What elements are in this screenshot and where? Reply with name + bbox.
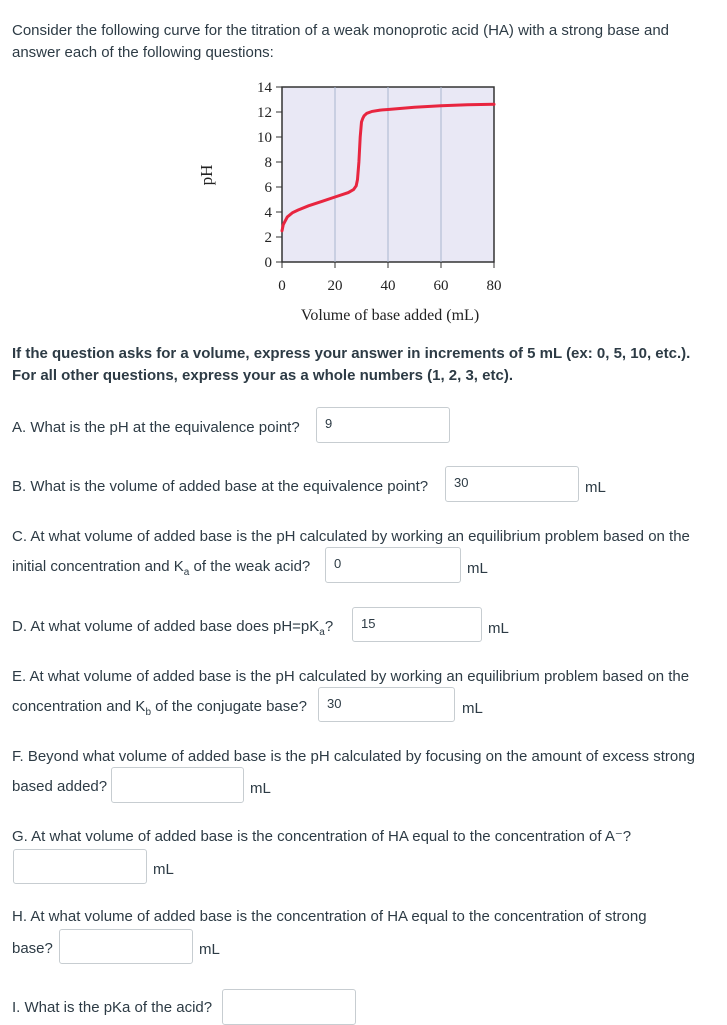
y-tick-label: 10 (257, 130, 272, 146)
answer-h-input[interactable] (59, 929, 193, 964)
question-f-line-1: F. Beyond what volume of added base is the pH calculated by focusing on the amount of excess strong (12, 748, 695, 765)
x-tick-label: 40 (380, 278, 396, 294)
x-axis-label: Volume of base added (mL) (300, 307, 480, 324)
x-tick-label: 60 (433, 278, 449, 294)
question-c-line-2: initial concentration and $K_a$ of the weak acid? (12, 558, 311, 578)
x-tick-label: 80 (486, 278, 502, 294)
answer-e-input[interactable]: 30 (318, 687, 455, 722)
y-tick-label: 0 (264, 255, 272, 271)
answer-d-input[interactable]: 15 (352, 607, 482, 642)
question-i: I. What is the pKa of the acid? (12, 999, 213, 1016)
y-tick-label: 4 (264, 205, 272, 221)
question-a: A. What is the pH at the equivalence point? (12, 419, 300, 436)
answer-f-input[interactable] (111, 767, 244, 803)
answer-a-input[interactable]: 9 (316, 407, 450, 443)
y-axis-label: pH (197, 164, 216, 186)
unit-b: mL (585, 479, 606, 496)
intro-line-1: Consider the following curve for the titration of a weak monoprotic acid (HA) with a strong base and (12, 22, 669, 39)
answer-i-input[interactable] (222, 989, 356, 1025)
unit-g: mL (153, 861, 174, 878)
question-g: G. At what volume of added base is the concentration of HA equal to the concentration of A⁻? (12, 828, 632, 845)
intro-line-2: answer each of the following questions: (12, 44, 274, 61)
question-c-line-1: C. At what volume of added base is the pH calculated by working an equilibrium problem based on the (12, 528, 690, 545)
y-tick-label: 6 (264, 180, 272, 196)
question-h-line-2: base? (12, 940, 53, 957)
x-tick-label: 20 (327, 278, 343, 294)
question-e-line-1: E. At what volume of added base is the pH calculated by working an equilibrium problem based on the (12, 668, 690, 685)
y-tick-label: 2 (264, 230, 272, 246)
instruction-line-2: For all other questions, express your as a whole numbers (1, 2, 3, etc). (12, 367, 513, 384)
answer-b-input[interactable]: 30 (445, 466, 579, 502)
instruction-line-1: If the question asks for a volume, express your answer in increments of 5 mL (ex: 0, 5, 10, etc.). (12, 345, 691, 362)
y-tick-label: 8 (264, 155, 272, 171)
unit-h: mL (199, 941, 220, 958)
question-f-line-2: based added? (12, 778, 108, 795)
answer-c-input[interactable]: 0 (325, 547, 461, 583)
y-tick-label: 14 (257, 80, 272, 96)
y-tick-label: 12 (257, 105, 272, 121)
titration-chart (0, 0, 727, 330)
unit-e: mL (462, 700, 483, 717)
question-b: B. What is the volume of added base at the equivalence point? (12, 478, 429, 495)
unit-f: mL (250, 780, 271, 797)
unit-c: mL (467, 560, 488, 577)
question-e-line-2: concentration and $K_b$ of the conjugate base? (12, 698, 307, 718)
question-h-line-1: H. At what volume of added base is the concentration of HA equal to the concentration of strong (12, 908, 647, 925)
answer-g-input[interactable] (13, 849, 147, 884)
x-tick-label: 0 (278, 278, 286, 294)
unit-d: mL (488, 620, 509, 637)
question-d: D. At what volume of added base does $pH=pK_a$? (12, 618, 334, 638)
